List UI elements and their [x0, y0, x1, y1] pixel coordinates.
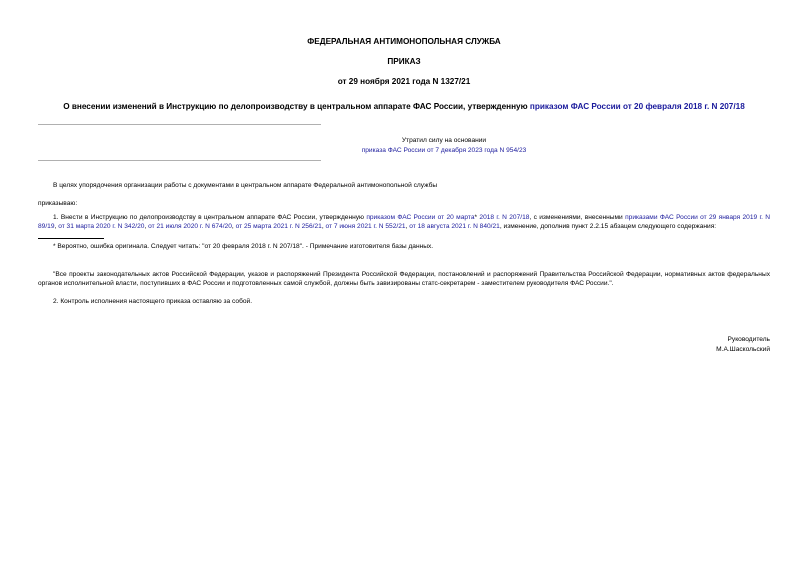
item-1-text: , с изменениями, внесенными: [529, 213, 626, 221]
quoted-paragraph: "Все проекты законодательных актов Российской Федерации, указов и распоряжений Президента Российской Федерации, постановлений и распоряжений Правительства Российской Федерации, нормативных актов федеральных органов исполнительной власти, поступивших в ФАС России и подготовленных самой службой, должны быть завизированы статс-секретарем - заместителем руководителя ФАС России.".: [38, 271, 770, 288]
footnote-divider: [38, 238, 104, 239]
document-date-number: от 29 ноября 2021 года N 1327/21: [337, 77, 471, 86]
link-orders-29-jan-2019[interactable]: приказами ФАС России от 29 января 2019 г. N 89/19: [38, 213, 771, 231]
item-1-text: ,: [321, 223, 326, 231]
order-word: приказываю:: [38, 200, 78, 208]
item-1-text: *: [474, 213, 480, 221]
item-1-text: , изменение, дополнив пункт 2.2.15 абзацем следующего содержания:: [499, 223, 717, 231]
lost-force-note: [38, 136, 770, 156]
item-2-paragraph: 2. Контроль исполнения настоящего приказа оставляю за собой.: [53, 297, 253, 305]
item-1-text: ,: [405, 223, 410, 231]
title-order-link[interactable]: приказом ФАС России от 20 февраля 2018 г. N 207/18: [529, 102, 745, 111]
signer-position: Руководитель: [727, 336, 770, 344]
item-1-text: 1. Внести в Инструкцию по делопроизводству в центральном аппарате ФАС России, утвержденную: [53, 213, 367, 221]
link-2018-207[interactable]: 2018 г. N 207/18: [479, 213, 530, 221]
preamble-paragraph: В целях упорядочения организации работы с документами в центральном аппарате Федеральной антимонопольной службы: [53, 182, 438, 189]
divider-top: [38, 124, 321, 125]
divider-bottom: [38, 160, 321, 161]
item-1-text: ,: [144, 223, 149, 231]
signature-block: [38, 335, 770, 355]
agency-name: ФЕДЕРАЛЬНАЯ АНТИМОНОПОЛЬНАЯ СЛУЖБА: [307, 37, 501, 46]
link-31-mar-2020[interactable]: от 31 марта 2020 г. N 342/20: [58, 223, 145, 231]
document-page: [38, 36, 770, 355]
footnote: * Вероятно, ошибка оригинала. Следует читать: "от 20 февраля 2018 г. N 207/18". - Примечание изготовителя базы данных.: [53, 242, 434, 250]
document-type: ПРИКАЗ: [387, 57, 421, 66]
item-1-text: ,: [54, 223, 59, 231]
document-title: [38, 101, 770, 112]
lost-force-link[interactable]: приказа ФАС России от 7 декабря 2023 года N 954/23: [361, 147, 527, 154]
document-title-text: О внесении изменений в Инструкцию по делопроизводству в центральном аппарате ФАС России, утвержденную: [63, 102, 530, 111]
link-7-jun-2021[interactable]: от 7 июня 2021 г. N 552/21: [325, 223, 406, 231]
link-25-mar-2021[interactable]: от 25 марта 2021 г. N 256/21: [235, 223, 322, 231]
item-1-text: ,: [231, 223, 236, 231]
item-1-paragraph: [38, 213, 770, 232]
signer-name: М.А.Шаскольский: [716, 346, 770, 354]
lost-force-text: Утратил силу на основании: [401, 137, 487, 144]
link-18-aug-2021[interactable]: от 18 августа 2021 г. N 840/21: [409, 223, 500, 231]
link-21-jul-2020[interactable]: от 21 июля 2020 г. N 674/20: [148, 223, 232, 231]
link-order-20-march[interactable]: приказом ФАС России от 20 марта: [366, 213, 475, 221]
